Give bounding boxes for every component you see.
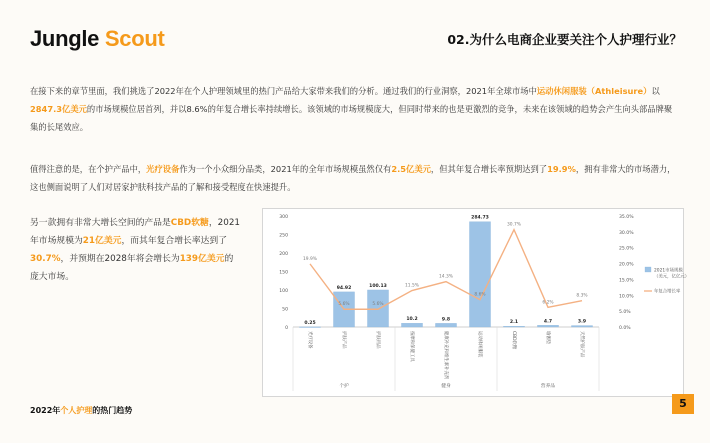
logo-word-scout: Scout xyxy=(104,26,165,51)
line-value-label: 8.6% xyxy=(474,292,486,298)
body-text: ，拥有非常大的市场潜力，这也侧面说明了人们对居家护肤科技产品的了解和接受程度在快速提升。 xyxy=(30,164,676,192)
footer-caption xyxy=(30,405,132,416)
section-title: 02.为什么电商企业要关注个人护理行业？ xyxy=(447,32,682,47)
category-tick-label: CBD软糖 xyxy=(511,331,516,350)
body-text: 另一款拥有非常大增长空间的产品是 xyxy=(30,218,171,228)
body-text: 作为一个小众细分品类，2021年的全年市场规模虽然仅有 xyxy=(179,164,392,174)
body-text: ，并预期在2028年将会增长为 xyxy=(60,254,180,264)
bar xyxy=(537,325,558,327)
category-tick-label: 按摩和保健工具 xyxy=(409,331,414,362)
legend-bar-label: （美元，亿亿元） xyxy=(654,274,690,280)
category-tick-label: 护肤产品 xyxy=(341,331,346,349)
bar-value-label: 284.73 xyxy=(471,215,489,221)
group-label: 营养品 xyxy=(540,384,556,389)
bar xyxy=(435,323,456,327)
highlight-text: 21亿美元 xyxy=(82,236,122,246)
highlight-text: 光疗设备 xyxy=(146,164,180,174)
market-chart xyxy=(262,208,690,397)
logo-word-jungle: Jungle xyxy=(30,26,100,51)
bar xyxy=(469,222,490,327)
body-text: 的市场规模位居首列，并以8.6%的年复合增长率持续增长。该领域的市场规模庞大，但同时带来的也是更激烈的竞争，未来在该领域的趋势会产生向头部品牌聚集的长尾效应。 xyxy=(30,104,673,132)
line-value-label: 11.5% xyxy=(405,283,419,289)
legend-bar-swatch xyxy=(645,267,651,272)
body-text: 的庞大市场。 xyxy=(30,254,234,282)
left-axis-tick-label: 300 xyxy=(279,215,288,220)
line-value-label: 5.6% xyxy=(338,302,350,308)
highlight-text: 139亿美元 xyxy=(179,254,225,264)
right-axis-tick-label: 35.0% xyxy=(619,215,634,220)
bar xyxy=(571,326,592,327)
bar-value-label: 0.25 xyxy=(304,320,316,326)
footer-prefix: 2022年 xyxy=(30,406,61,415)
highlight-text: CBD软糖 xyxy=(170,218,209,228)
body-text: ，而其年复合增长率达到了 xyxy=(121,236,228,246)
left-axis-tick-label: 50 xyxy=(282,307,288,313)
left-axis-tick-label: 250 xyxy=(279,233,288,239)
line-value-label: 19.9% xyxy=(303,256,317,262)
category-tick-label: 健康补充和维生素补充剂 xyxy=(443,331,448,380)
category-tick-label: 运动休闲服装 xyxy=(477,331,482,358)
right-axis-tick-label: 10.0% xyxy=(619,294,634,300)
bar xyxy=(503,326,524,327)
category-tick-label: 瑜伽垫 xyxy=(545,331,550,345)
left-axis-tick-label: 150 xyxy=(279,270,288,276)
bar-value-label: 100.13 xyxy=(369,283,387,289)
highlight-text: 2.5亿美元 xyxy=(391,164,431,174)
right-axis-tick-label: 20.0% xyxy=(619,262,634,268)
left-axis-tick-label: 200 xyxy=(279,252,288,257)
right-axis-tick-label: 0.0% xyxy=(619,326,631,331)
highlight-text: 运动休闲服装（Athleisure） xyxy=(536,86,652,96)
left-axis-tick-label: 100 xyxy=(279,289,288,294)
footer-suffix: 的热门趋势 xyxy=(92,406,133,415)
paragraph-cbd-gummies xyxy=(30,214,242,286)
body-text: 在接下来的章节里面，我们挑选了2022年在个人护理领域里的热门产品给大家带来我们的分析。通过我们的行业洞察，2021年全球市场中 xyxy=(30,86,537,96)
body-text: 以 xyxy=(651,86,660,96)
body-text: ，2021年市场规模为 xyxy=(30,218,241,246)
highlight-text: 30.7% xyxy=(30,254,61,264)
category-tick-label: 光疗设备 xyxy=(307,331,312,349)
combo-bar-line-chart xyxy=(263,209,690,396)
category-tick-label: 护肤用品 xyxy=(375,331,380,349)
bar-value-label: 9.8 xyxy=(441,317,451,323)
line-value-label: 14.3% xyxy=(439,274,453,280)
bar-value-label: 2.1 xyxy=(509,320,519,326)
group-label: 个护 xyxy=(339,384,349,389)
right-axis-tick-label: 15.0% xyxy=(619,278,634,284)
highlight-text: 2847.3亿美元 xyxy=(30,104,87,114)
line-value-label: 5.6% xyxy=(372,302,384,308)
highlight-text: 19.9% xyxy=(547,164,576,174)
bar-value-label: 94.92 xyxy=(336,285,352,291)
left-axis-tick-label: 0 xyxy=(285,326,288,331)
right-axis-tick-label: 30.0% xyxy=(619,230,634,236)
body-text: 值得注意的是，在个护产品中， xyxy=(30,164,147,174)
legend-bar-label: 2021市场规模 xyxy=(654,268,683,274)
group-label: 健身 xyxy=(441,384,451,389)
line-value-label: 30.7% xyxy=(507,222,521,228)
footer-highlight: 个人护理 xyxy=(60,406,93,415)
jungle-scout-logo xyxy=(30,26,165,52)
right-axis-tick-label: 5.0% xyxy=(619,310,631,316)
bar-value-label: 4.7 xyxy=(543,319,553,325)
category-tick-label: 天然护肤产品 xyxy=(579,331,584,358)
page-number: 5 xyxy=(672,394,694,414)
paragraph-light-therapy xyxy=(30,160,680,196)
bar-value-label: 10.2 xyxy=(406,317,418,323)
body-text: ，但其年复合增长率预期达到了 xyxy=(430,164,548,174)
right-axis-tick-label: 25.0% xyxy=(619,246,634,252)
legend-line-label: 年复合增长率 xyxy=(654,289,681,295)
paragraph-athleisure xyxy=(30,82,680,136)
bar xyxy=(401,323,422,327)
bar-value-label: 3.9 xyxy=(577,319,587,325)
line-value-label: 8.3% xyxy=(576,293,588,299)
line-value-label: 6.2% xyxy=(542,300,554,306)
bar xyxy=(299,327,320,328)
